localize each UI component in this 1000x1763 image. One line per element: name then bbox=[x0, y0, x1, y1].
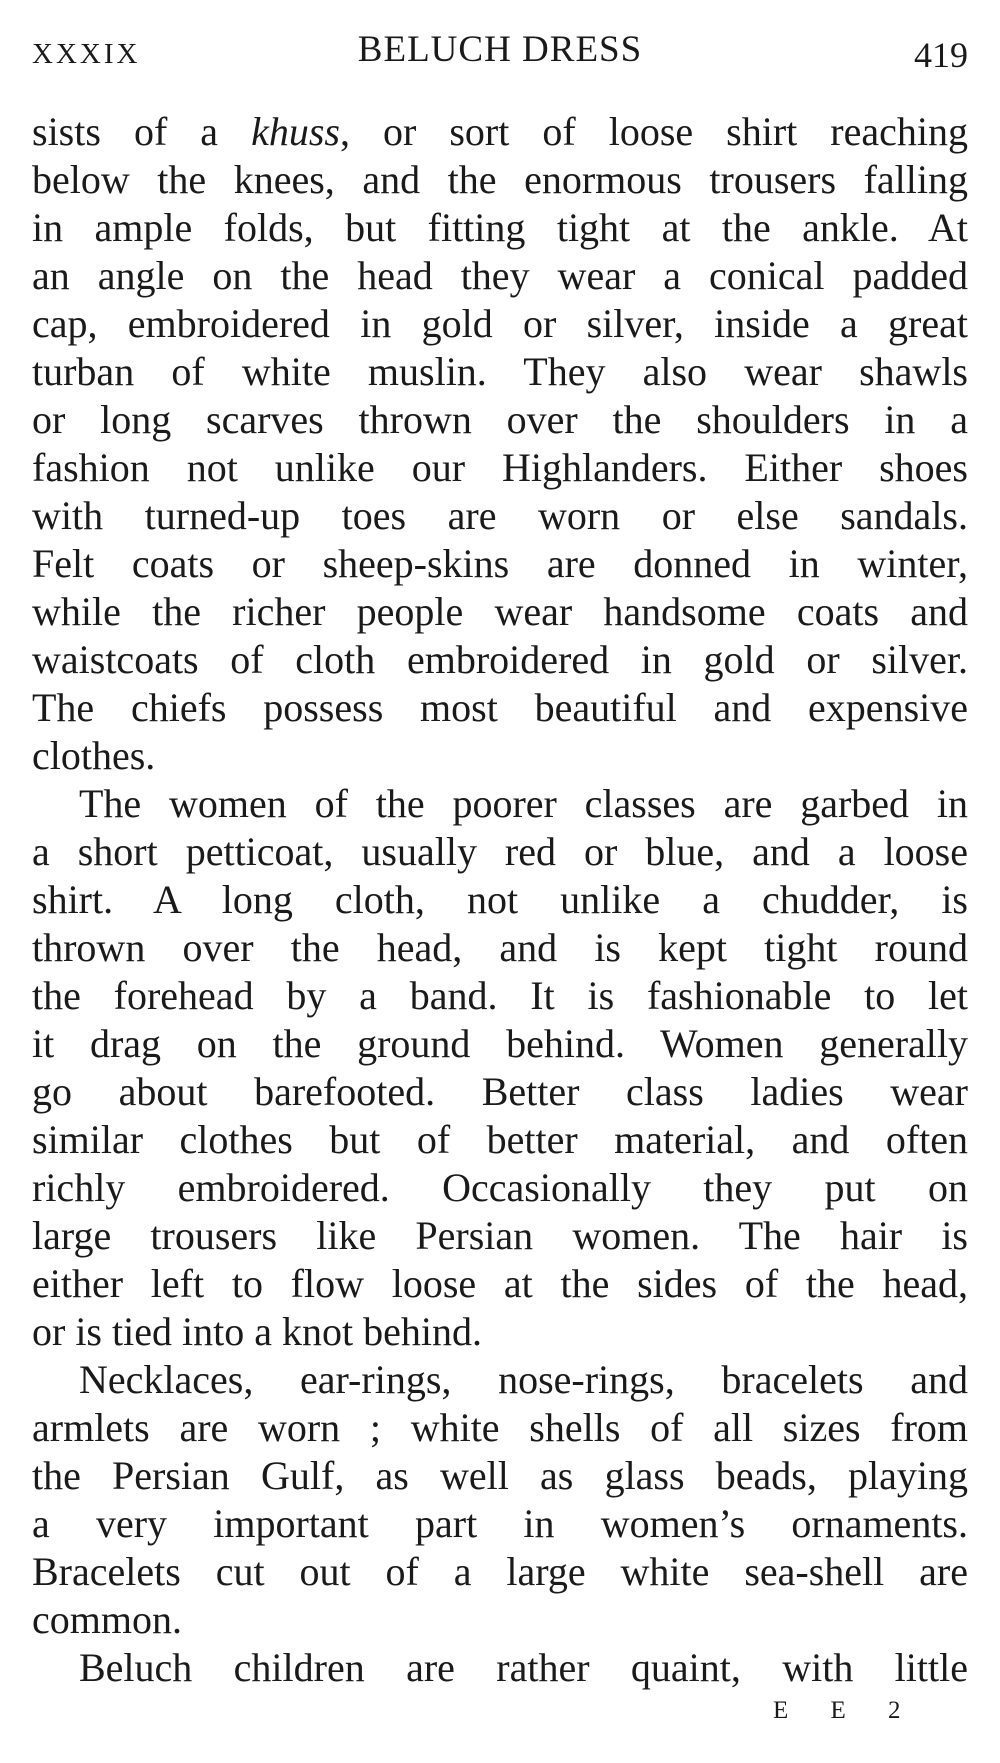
chapter-number: XXXIX bbox=[32, 38, 141, 70]
paragraph-2 bbox=[32, 780, 968, 1356]
text-line: The women of the poorer classes are garbed in bbox=[79, 781, 968, 826]
text-line: clothes. bbox=[32, 733, 156, 778]
text-line: armlets are worn ; white shells of all sizes from bbox=[32, 1405, 968, 1450]
text-line: Necklaces, ear-rings, nose-rings, bracelets and bbox=[79, 1357, 968, 1402]
text-line: waistcoats of cloth embroidered in gold or silver. bbox=[32, 637, 968, 682]
body-text bbox=[32, 108, 968, 1692]
signature-mark: E E 2 bbox=[773, 1697, 919, 1724]
text-line: a short petticoat, usually red or blue, and a loose bbox=[32, 829, 968, 874]
text-line: with turned-up toes are worn or else sandals. bbox=[32, 493, 968, 538]
text-line: similar clothes but of better material, and often bbox=[32, 1117, 968, 1162]
text-line: go about barefooted. Better class ladies wear bbox=[32, 1069, 968, 1114]
text-line: large trousers like Persian women. The hair is bbox=[32, 1213, 968, 1258]
paragraph-3 bbox=[32, 1356, 968, 1644]
text-line: either left to flow loose at the sides of the head, bbox=[32, 1261, 968, 1306]
text-line: or long scarves thrown over the shoulders in a bbox=[32, 397, 968, 442]
italic-term: khuss bbox=[251, 109, 340, 154]
text-line: it drag on the ground behind. Women generally bbox=[32, 1021, 968, 1066]
text-line: Bracelets cut out of a large white sea-shell are bbox=[32, 1549, 968, 1594]
text-line: in ample folds, but fitting tight at the ankle. At bbox=[32, 205, 968, 250]
text-line: the Persian Gulf, as well as glass beads, playing bbox=[32, 1453, 968, 1498]
text-line: sists of a khuss, or sort of loose shirt reaching bbox=[32, 109, 968, 154]
text-line: cap, embroidered in gold or silver, inside a great bbox=[32, 301, 968, 346]
running-header bbox=[32, 26, 968, 76]
text-line: turban of white muslin. They also wear shawls bbox=[32, 349, 968, 394]
text-line: an angle on the head they wear a conical padded bbox=[32, 253, 968, 298]
text-line: The chiefs possess most beautiful and expensive bbox=[32, 685, 968, 730]
page-number: 419 bbox=[914, 35, 968, 75]
text-line: shirt. A long cloth, not unlike a chudder, is bbox=[32, 877, 968, 922]
running-title: BELUCH DRESS bbox=[357, 29, 643, 70]
text-line: Felt coats or sheep-skins are donned in winter, bbox=[32, 541, 968, 586]
paragraph-1 bbox=[32, 108, 968, 780]
text-line: the forehead by a band. It is fashionable to let bbox=[32, 973, 968, 1018]
text-line: richly embroidered. Occasionally they put on bbox=[32, 1165, 968, 1210]
text-line: Beluch children are rather quaint, with little bbox=[79, 1645, 968, 1690]
paragraph-4 bbox=[32, 1644, 968, 1692]
text-line: a very important part in women’s ornaments. bbox=[32, 1501, 968, 1546]
text-line: thrown over the head, and is kept tight round bbox=[32, 925, 968, 970]
text-line: below the knees, and the enormous trousers falling bbox=[32, 157, 968, 202]
text-line: while the richer people wear handsome coats and bbox=[32, 589, 968, 634]
text-line: or is tied into a knot behind. bbox=[32, 1309, 482, 1354]
text-line: fashion not unlike our Highlanders. Either shoes bbox=[32, 445, 968, 490]
text-line: common. bbox=[32, 1597, 182, 1642]
